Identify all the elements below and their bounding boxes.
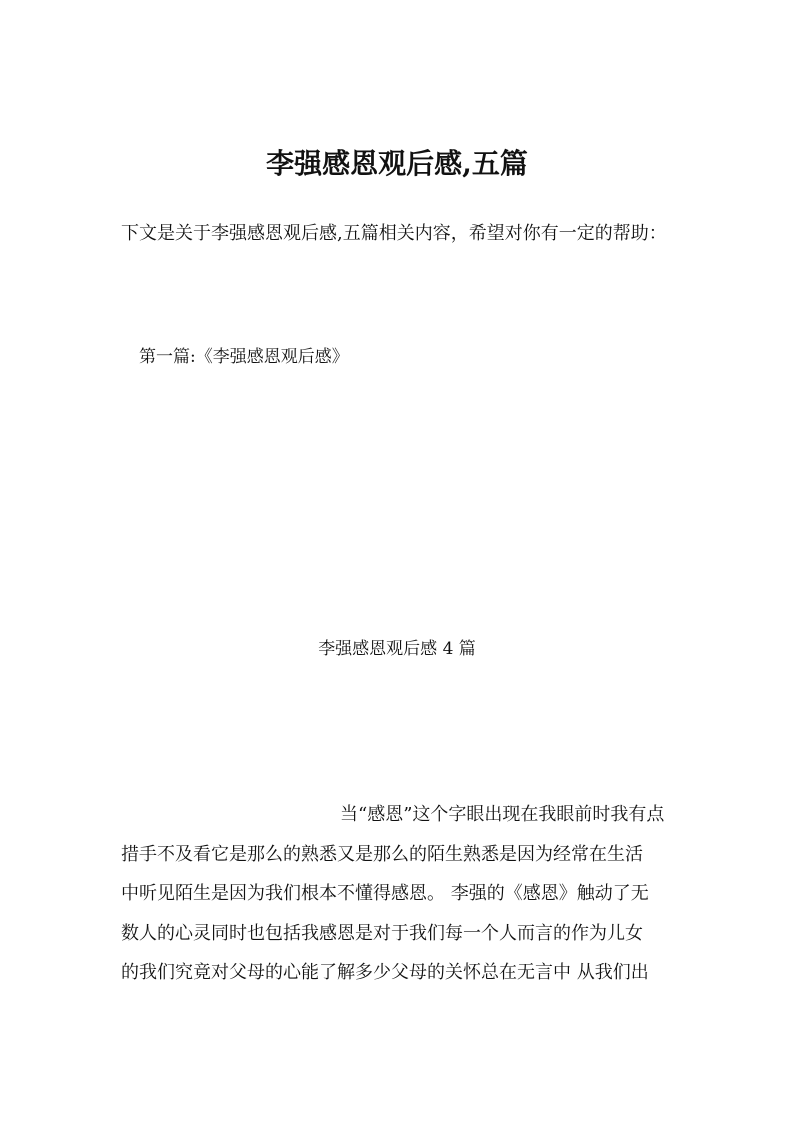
body-line: 的我们究竟对父母的心能了解多少父母的关怀总在无言中 从我们出 [121, 962, 649, 983]
body-line: 措手不及看它是那么的熟悉又是那么的陌生熟悉是因为经常在生活 [121, 843, 643, 865]
intro-paragraph: 下文是关于李强感恩观后感,五篇相关内容，希望对你有一定的帮助： [121, 223, 667, 244]
body-line: 中听见陌生是因为我们根本不懂得感恩。 李强的《感恩》触动了无 [121, 883, 649, 904]
article-subtitle: 李强感恩观后感 4 篇 [318, 639, 476, 659]
body-line: 数人的心灵同时也包括我感恩是对于我们每一个人而言的作为儿女 [121, 922, 643, 944]
body-line: 当“感恩”这个字眼出现在我眼前时我有点 [340, 804, 665, 825]
section-heading: 第一篇:《李强感恩观后感》 [139, 347, 349, 367]
body-paragraph [121, 795, 677, 993]
document-title: 李强感恩观后感,五篇 [266, 147, 528, 180]
